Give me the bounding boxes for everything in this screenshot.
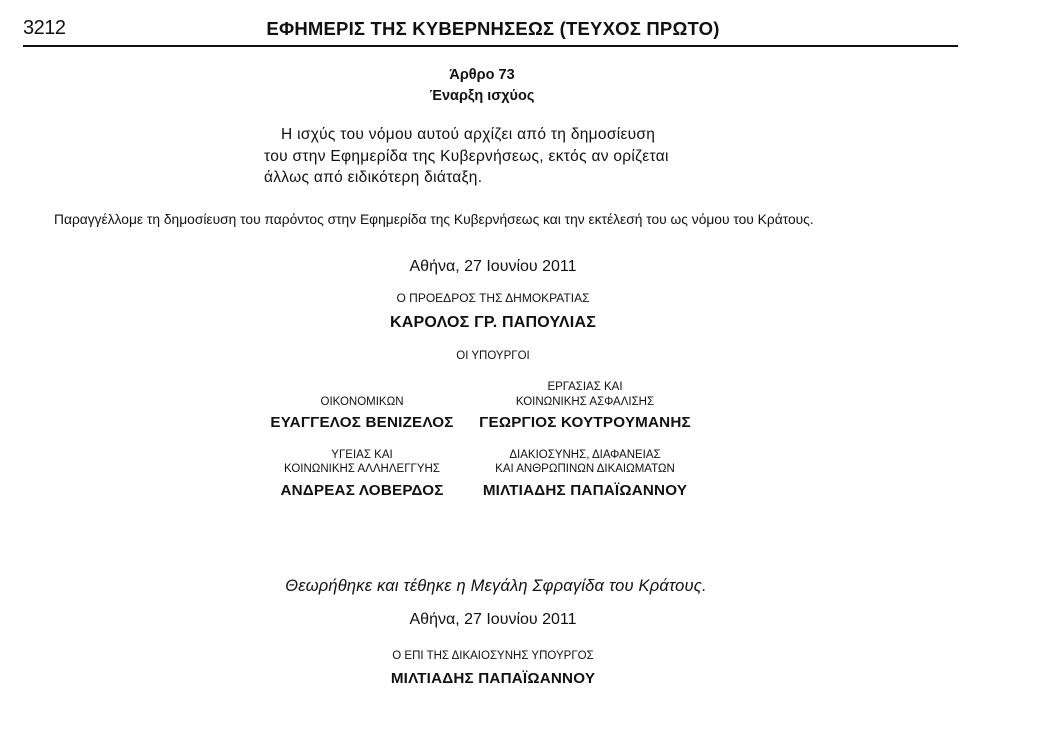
article-text-line: άλλως από ειδικότερη διάταξη. bbox=[264, 169, 483, 186]
president-title: Ο ΠΡΟΕΔΡΟΣ ΤΗΣ ΔΗΜΟΚΡΑΤΙΑΣ bbox=[396, 291, 590, 305]
ministers-heading: ΟΙ ΥΠΟΥΡΓΟΙ bbox=[456, 350, 530, 362]
header-rule bbox=[23, 45, 958, 47]
ministry-label: ΔΙΑΚΙΟΣΥΝΗΣ, ΔΙΑΦΑΝΕΙΑΣ bbox=[509, 449, 661, 461]
justice-minister-title: Ο ΕΠΙ ΤΗΣ ΔΙΚΑΙΟΣΥΝΗΣ ΥΠΟΥΡΓΟΣ bbox=[392, 650, 594, 662]
article-title: Έναρξη ισχύος bbox=[429, 88, 535, 104]
ministry-label: ΟΙΚΟΝΟΜΙΚΩΝ bbox=[320, 396, 404, 408]
article-text-line: του στην Εφημερίδα της Κυβερνήσεως, εκτός αν ορίζεται bbox=[264, 148, 669, 165]
minister-name: ΓΕΩΡΓΙΟΣ ΚΟΥΤΡΟΥΜΑΝΗΣ bbox=[479, 414, 691, 431]
ministry-label: ΕΡΓΑΣΙΑΣ ΚΑΙ bbox=[547, 381, 623, 393]
ministry-label: ΚΟΙΝΩΝΙΚΗΣ ΑΣΦΑΛΙΣΗΣ bbox=[515, 396, 655, 408]
page-number: 3212 bbox=[23, 17, 66, 39]
minister-name: ΜΙΛΤΙΑΔΗΣ ΠΑΠΑΪΩΑΝΝΟΥ bbox=[482, 482, 688, 499]
ministry-label: ΚΟΙΝΩΝΙΚΗΣ ΑΛΛΗΛΕΓΓΥΗΣ bbox=[284, 463, 440, 475]
minister-name: ΕΥΑΓΓΕΛΟΣ ΒΕΝΙΖΕΛΟΣ bbox=[270, 414, 454, 431]
ministry-label: ΥΓΕΙΑΣ ΚΑΙ bbox=[331, 449, 393, 461]
ministry-label: ΚΑΙ ΑΝΘΡΩΠΙΝΩΝ ΔΙΚΑΙΩΜΑΤΩΝ bbox=[495, 463, 675, 475]
place-date: Αθήνα, 27 Ιουνίου 2011 bbox=[409, 258, 577, 275]
minister-name: ΑΝΔΡΕΑΣ ΛΟΒΕΡΔΟΣ bbox=[280, 482, 444, 499]
seal-statement: Θεωρήθηκε και τέθηκε η Μεγάλη Σφραγίδα του Κράτους. bbox=[285, 577, 707, 595]
president-name: ΚΑΡΟΛΟΣ ΓΡ. ΠΑΠΟΥΛΙΑΣ bbox=[389, 314, 597, 331]
article-number: Άρθρο 73 bbox=[449, 67, 515, 83]
justice-minister-name: ΜΙΛΤΙΑΔΗΣ ΠΑΠΑΪΩΑΝΝΟΥ bbox=[390, 670, 596, 687]
gazette-header-title: ΕΦΗΜΕΡΙΣ ΤΗΣ ΚΥΒΕΡΝΗΣΕΩΣ (ΤΕΥΧΟΣ ΠΡΩΤΟ) bbox=[266, 18, 720, 39]
promulgation-text: Παραγγέλλομε τη δημοσίευση του παρόντος στην Εφημερίδα της Κυβερνήσεως και την εκτέλεσή του ως νόμου του Κράτους. bbox=[54, 212, 814, 227]
article-text-line: Η ισχύς του νόμου αυτού αρχίζει από τη δημοσίευση bbox=[281, 126, 656, 143]
seal-place-date: Αθήνα, 27 Ιουνίου 2011 bbox=[409, 611, 577, 628]
